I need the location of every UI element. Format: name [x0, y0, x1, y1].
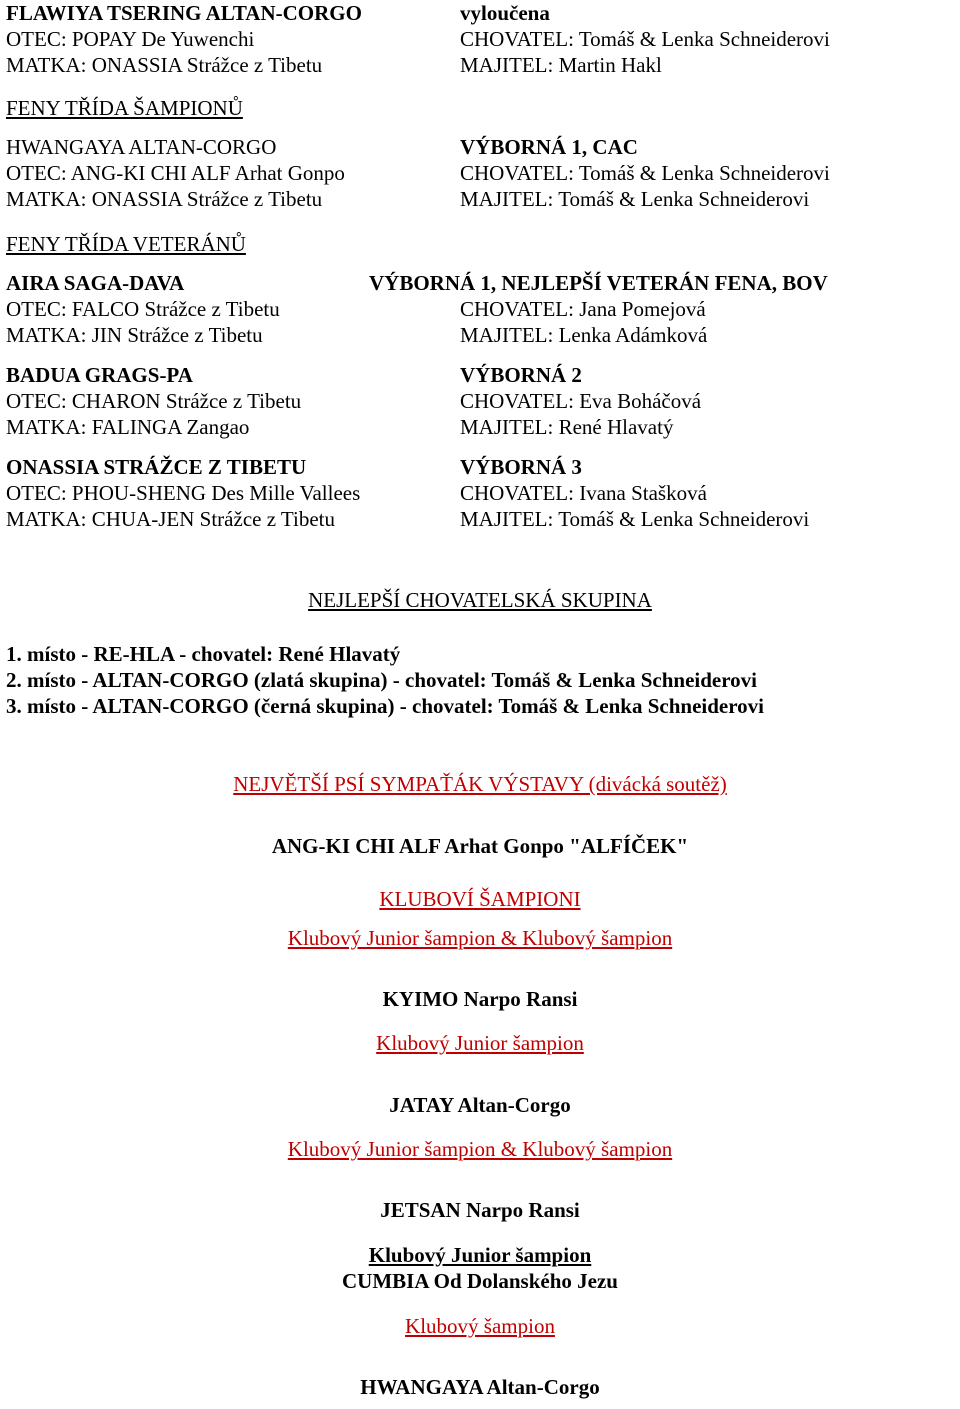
club-title: Klubový Junior šampion & Klubový šampion [287, 926, 673, 950]
entry-result: VÝBORNÁ 1, NEJLEPŠÍ VETERÁN FENA, BOV [369, 271, 828, 295]
entry-result: VÝBORNÁ 2 [460, 363, 582, 387]
entry-otec: OTEC: POPAY De Yuwenchi [6, 27, 255, 51]
entry-matka: MATKA: ONASSIA Strážce z Tibetu [6, 53, 323, 77]
section-heading-veteranu: FENY TŘÍDA VETERÁNŮ [6, 232, 246, 256]
entry-otec: OTEC: PHOU-SHENG Des Mille Vallees [6, 481, 361, 505]
club-title: Klubový šampion [405, 1314, 555, 1338]
entry-matka: MATKA: JIN Strážce z Tibetu [6, 323, 263, 347]
sympathy-heading: NEJVĚTŠÍ PSÍ SYMPAŤÁK VÝSTAVY (divácká soutěž) [233, 772, 727, 796]
entry-name: ONASSIA STRÁŽCE Z TIBETU [6, 455, 307, 479]
entry-otec: OTEC: CHARON Strážce z Tibetu [6, 389, 302, 413]
entry-result: VÝBORNÁ 1, CAC [460, 135, 638, 159]
breeding-place-3: 3. místo - ALTAN-CORGO (černá skupina) - chovatel: Tomáš & Lenka Schneiderovi [6, 694, 764, 718]
entry-majitel: MAJITEL: Tomáš & Lenka Schneiderovi [460, 187, 810, 211]
club-dog-name: JETSAN Narpo Ransi [380, 1198, 580, 1222]
club-champions-heading: KLUBOVÍ ŠAMPIONI [379, 887, 581, 911]
club-title: Klubový Junior šampion & Klubový šampion [287, 1137, 673, 1161]
entry-result: VÝBORNÁ 3 [460, 455, 582, 479]
entry-chovatel: CHOVATEL: Tomáš & Lenka Schneiderovi [460, 161, 830, 185]
entry-majitel: MAJITEL: Tomáš & Lenka Schneiderovi [460, 507, 810, 531]
club-title: Klubový Junior šampion [368, 1243, 592, 1267]
breeding-place-2: 2. místo - ALTAN-CORGO (zlatá skupina) - chovatel: Tomáš & Lenka Schneiderovi [6, 668, 758, 692]
entry-majitel: MAJITEL: Lenka Adámková [460, 323, 708, 347]
entry-name: HWANGAYA ALTAN-CORGO [6, 135, 277, 159]
club-title: Klubový Junior šampion [376, 1031, 584, 1055]
entry-name: FLAWIYA TSERING ALTAN-CORGO [6, 1, 362, 25]
entry-result: vyloučena [460, 1, 550, 25]
club-dog-name: CUMBIA Od Dolanského Jezu [342, 1269, 618, 1293]
breeding-place-1: 1. místo - RE-HLA - chovatel: René Hlavatý [6, 642, 401, 666]
entry-majitel: MAJITEL: René Hlavatý [460, 415, 674, 439]
entry-matka: MATKA: FALINGA Zangao [6, 415, 250, 439]
entry-matka: MATKA: CHUA-JEN Strážce z Tibetu [6, 507, 335, 531]
entry-name: BADUA GRAGS-PA [6, 363, 193, 387]
entry-chovatel: CHOVATEL: Ivana Stašková [460, 481, 707, 505]
entry-otec: OTEC: FALCO Strážce z Tibetu [6, 297, 280, 321]
club-dog-name: KYIMO Narpo Ransi [382, 987, 578, 1011]
club-dog-name: HWANGAYA Altan-Corgo [360, 1375, 600, 1399]
entry-chovatel: CHOVATEL: Jana Pomejová [460, 297, 706, 321]
entry-majitel: MAJITEL: Martin Hakl [460, 53, 662, 77]
entry-otec: OTEC: ANG-KI CHI ALF Arhat Gonpo [6, 161, 345, 185]
entry-name: AIRA SAGA-DAVA [6, 271, 185, 295]
breeding-group-heading: NEJLEPŠÍ CHOVATELSKÁ SKUPINA [308, 588, 652, 612]
entry-chovatel: CHOVATEL: Tomáš & Lenka Schneiderovi [460, 27, 830, 51]
entry-matka: MATKA: ONASSIA Strážce z Tibetu [6, 187, 323, 211]
entry-chovatel: CHOVATEL: Eva Boháčová [460, 389, 702, 413]
sympathy-winner: ANG-KI CHI ALF Arhat Gonpo "ALFÍČEK" [271, 834, 689, 858]
club-dog-name: JATAY Altan-Corgo [389, 1093, 571, 1117]
section-heading-sampionu: FENY TŘÍDA ŠAMPIONŮ [6, 96, 243, 120]
